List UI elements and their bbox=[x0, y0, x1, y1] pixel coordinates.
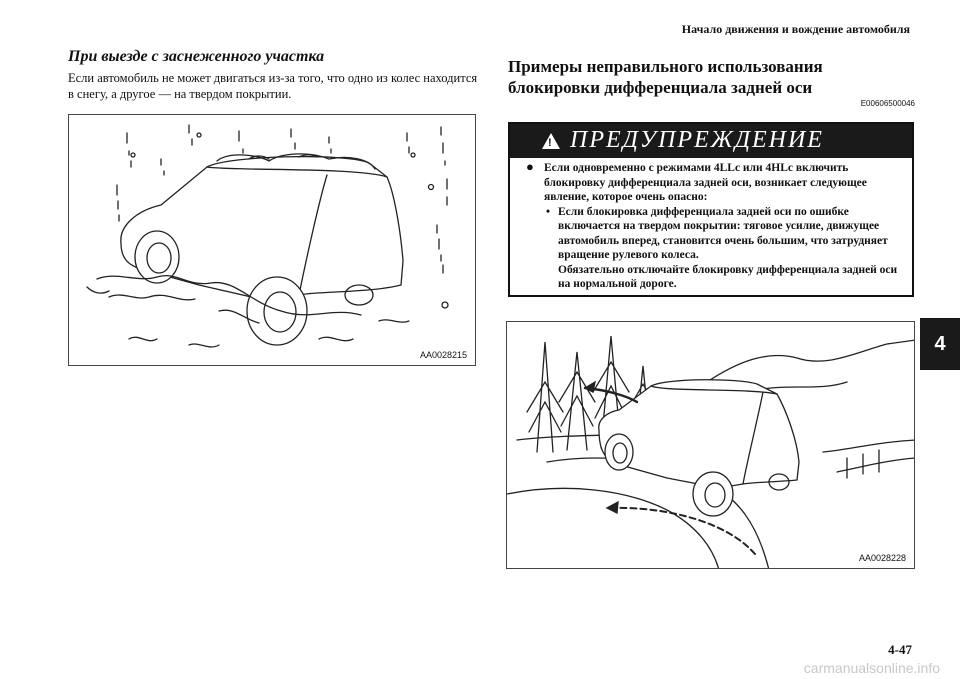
warning-title: ПРЕДУПРЕЖДЕНИЕ bbox=[570, 127, 824, 153]
warning-item-text: Если одновременно с режимами 4LLc или 4HLc включить блокировку дифференциала задней оси, возникает следующее явление, которое очень опасно: bbox=[544, 162, 867, 203]
watermark: carmanualsonline.info bbox=[803, 660, 940, 676]
heading-line-1: Примеры неправильного использования bbox=[508, 57, 823, 76]
round-bullet-icon: ● bbox=[526, 159, 534, 174]
warning-note: Обязательно отключайте блокировку дифференциала задней оси на нормальной дороге. bbox=[558, 263, 898, 290]
chapter-tab: 4 bbox=[920, 318, 960, 370]
warning-subitem bbox=[524, 205, 904, 263]
small-bullet-icon: • bbox=[546, 205, 551, 218]
warning-exclamation: ! bbox=[548, 137, 552, 149]
figure-car-in-snow bbox=[68, 114, 476, 366]
figure-code-road: AA0028228 bbox=[858, 553, 906, 563]
section-code: E00606500046 bbox=[860, 99, 915, 108]
car-in-snow-illustration bbox=[69, 115, 476, 366]
warning-header bbox=[510, 124, 912, 158]
running-header: Начало движения и вождение автомобиля bbox=[681, 22, 910, 36]
warning-item bbox=[524, 161, 904, 205]
figure-car-on-road bbox=[506, 321, 915, 569]
section-heading-misuse bbox=[508, 56, 908, 98]
page-number: 4-47 bbox=[888, 642, 912, 657]
section-heading-snow: При выезде с заснеженного участка bbox=[68, 48, 325, 65]
heading-line-2: блокировки дифференциала задней оси bbox=[508, 78, 813, 97]
car-on-curve-illustration bbox=[507, 322, 915, 569]
section-paragraph-snow: Если автомобиль не может двигаться из-за того, что одно из колес находится в снегу, а другое — на твердом покрытии. bbox=[68, 71, 478, 101]
warning-box bbox=[508, 122, 914, 297]
warning-body bbox=[510, 158, 912, 292]
warning-subitem-text: Если блокировка дифференциала задней оси по ошибке включается на твердом покрытии: тяговое усилие, движущее автомобиль вперед, становится очень большим, что затрудняет вращение рулевого колеса. bbox=[558, 205, 888, 261]
figure-code-snow: AA0028215 bbox=[419, 350, 467, 360]
